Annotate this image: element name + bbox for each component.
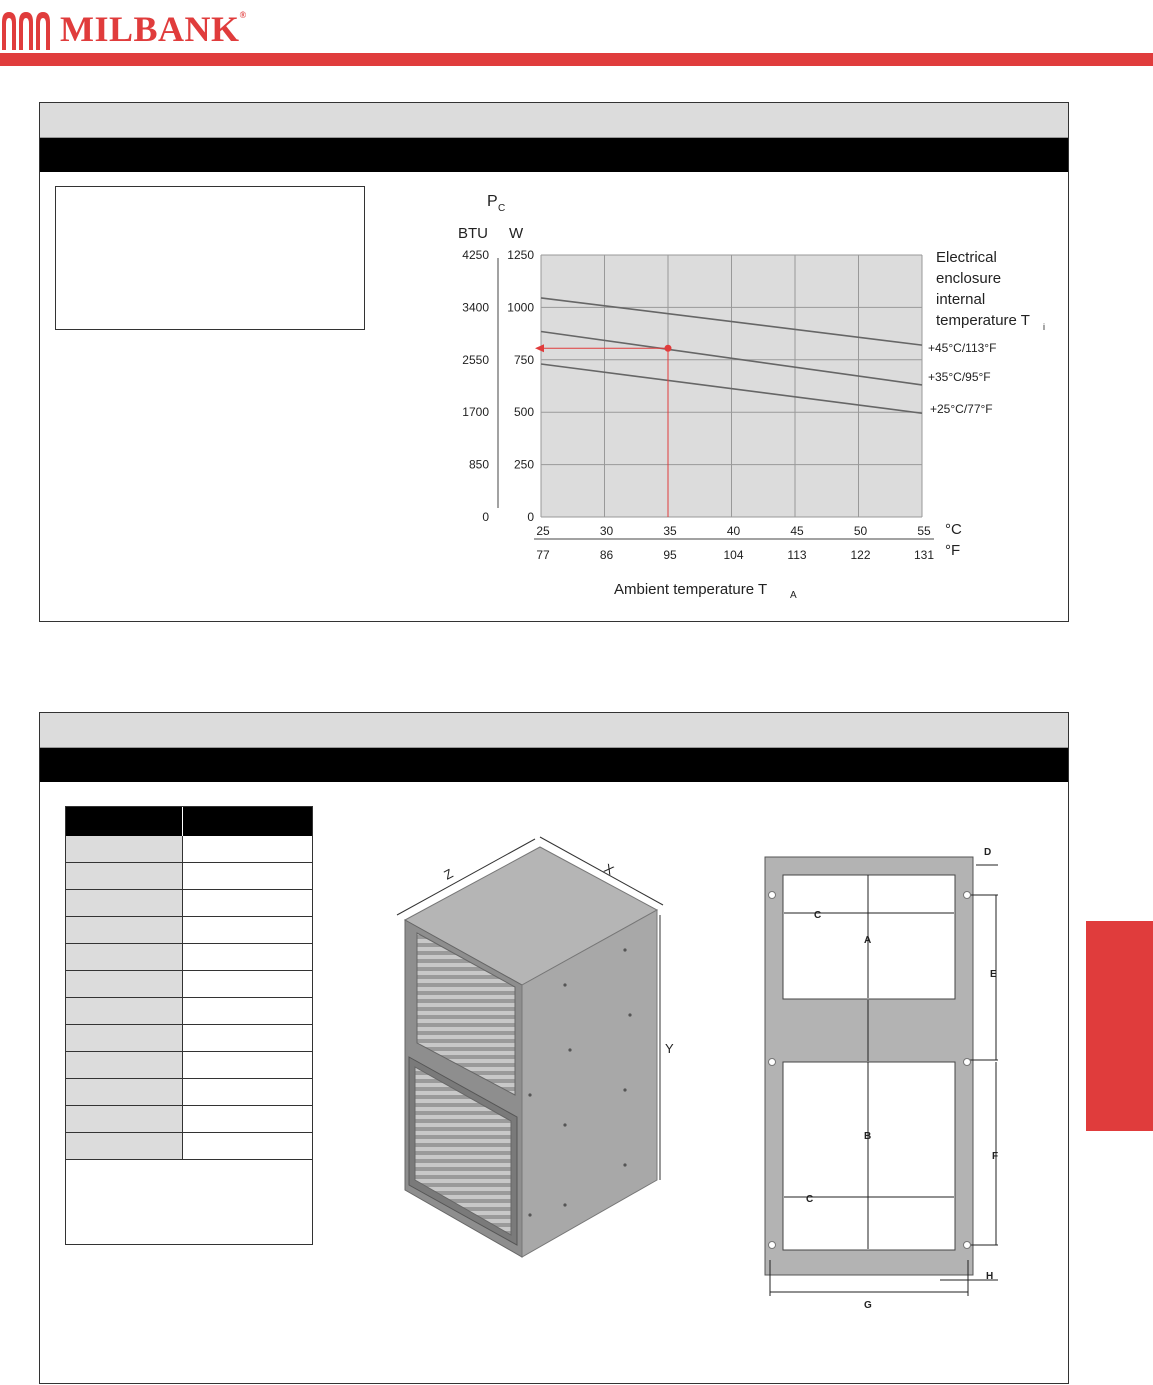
table-header	[66, 807, 312, 836]
cutout-label-e: E	[990, 969, 997, 980]
table-row	[66, 971, 312, 998]
x-tick-label-c: 35	[663, 524, 677, 538]
legend-title-line: internal	[936, 291, 986, 308]
table-row	[66, 998, 312, 1025]
dimension-table	[65, 806, 313, 1245]
panel-header-black	[40, 748, 1068, 782]
section-side-tab	[1086, 921, 1153, 1131]
x-tick-label-f: 113	[787, 548, 807, 562]
y-tick-label-w: 750	[513, 352, 534, 367]
cutout-label-g: G	[864, 1300, 872, 1311]
y-tick-label-w: 250	[513, 457, 534, 472]
y-tick-label-btu: 3400	[462, 300, 489, 315]
table-row	[66, 863, 312, 890]
cooling-chart	[0, 0, 1153, 620]
marker-arrowhead	[535, 344, 544, 352]
dim-label-y: Y	[665, 1041, 674, 1056]
y-tick-label-btu: 0	[482, 510, 489, 524]
table-row	[66, 890, 312, 917]
y-tick-label-btu: 4250	[462, 248, 489, 262]
cutout-label-b: B	[864, 1131, 872, 1142]
cutout-label-c: C	[806, 1194, 814, 1205]
y-tick-label-btu: 2550	[462, 352, 489, 367]
unit-illustration	[385, 835, 685, 1265]
cutout-label-h: H	[986, 1271, 994, 1282]
x-tick-label-c: 30	[599, 524, 614, 538]
x-unit-f: °F	[945, 542, 961, 559]
x-tick-label-f: 122	[850, 548, 871, 562]
x-unit-c: °C	[945, 521, 962, 538]
legend-title-line: temperature T	[936, 312, 1030, 329]
x-tick-label-c: 25	[536, 524, 550, 538]
x-tick-label-c: 40	[726, 524, 741, 538]
series-label: +25°C/77°F	[930, 402, 993, 416]
y-tick-label-w: 500	[513, 405, 534, 420]
table-row	[66, 1052, 312, 1079]
x-axis-title-sub: A	[790, 590, 797, 601]
table-row	[66, 944, 312, 971]
x-tick-label-f: 131	[913, 548, 935, 562]
dim-label-z: Z	[441, 865, 456, 883]
series-label: +35°C/95°F	[928, 370, 991, 384]
x-axis-title: Ambient temperature T	[614, 581, 768, 598]
x-tick-label-c: 55	[917, 524, 931, 538]
table-row	[66, 836, 312, 863]
table-row	[66, 917, 312, 944]
y-unit-w: W	[509, 225, 524, 242]
legend-title-sub: i	[1043, 322, 1045, 332]
table-row	[66, 1079, 312, 1106]
x-tick-label-f: 86	[599, 548, 614, 562]
x-tick-label-f: 95	[663, 548, 677, 562]
table-footer	[66, 1160, 312, 1244]
cutout-diagram	[740, 840, 1020, 1320]
y-tick-label-w: 1000	[507, 300, 534, 315]
y-unit-btu: BTU	[458, 225, 488, 242]
series-label: +45°C/113°F	[928, 341, 997, 355]
table-row	[66, 1106, 312, 1133]
table-row	[66, 1133, 312, 1160]
brand-name: MILBANK®	[60, 9, 247, 49]
x-tick-label-f: 104	[723, 548, 744, 562]
panel-header-grey	[40, 713, 1068, 748]
x-tick-label-f: 77	[536, 548, 550, 562]
y-axis-title: P	[487, 193, 498, 210]
table-row	[66, 1025, 312, 1052]
dim-label-x: X	[601, 860, 617, 878]
cutout-label-a: A	[864, 935, 872, 946]
y-tick-label-btu: 850	[468, 457, 489, 472]
y-tick-label-w: 1250	[507, 248, 534, 262]
x-tick-label-c: 45	[790, 524, 804, 538]
cutout-label-c: C	[814, 910, 822, 921]
cutout-label-d: D	[984, 847, 992, 858]
y-axis-title-sub: C	[498, 203, 506, 214]
y-tick-label-btu: 1700	[462, 405, 489, 420]
cutout-label-f: F	[992, 1151, 999, 1162]
legend-title-line: enclosure	[936, 270, 1002, 287]
x-tick-label-c: 50	[853, 524, 868, 538]
y-tick-label-w: 0	[527, 510, 534, 524]
legend-title-line: Electrical	[936, 249, 997, 266]
marker-point	[665, 345, 672, 352]
